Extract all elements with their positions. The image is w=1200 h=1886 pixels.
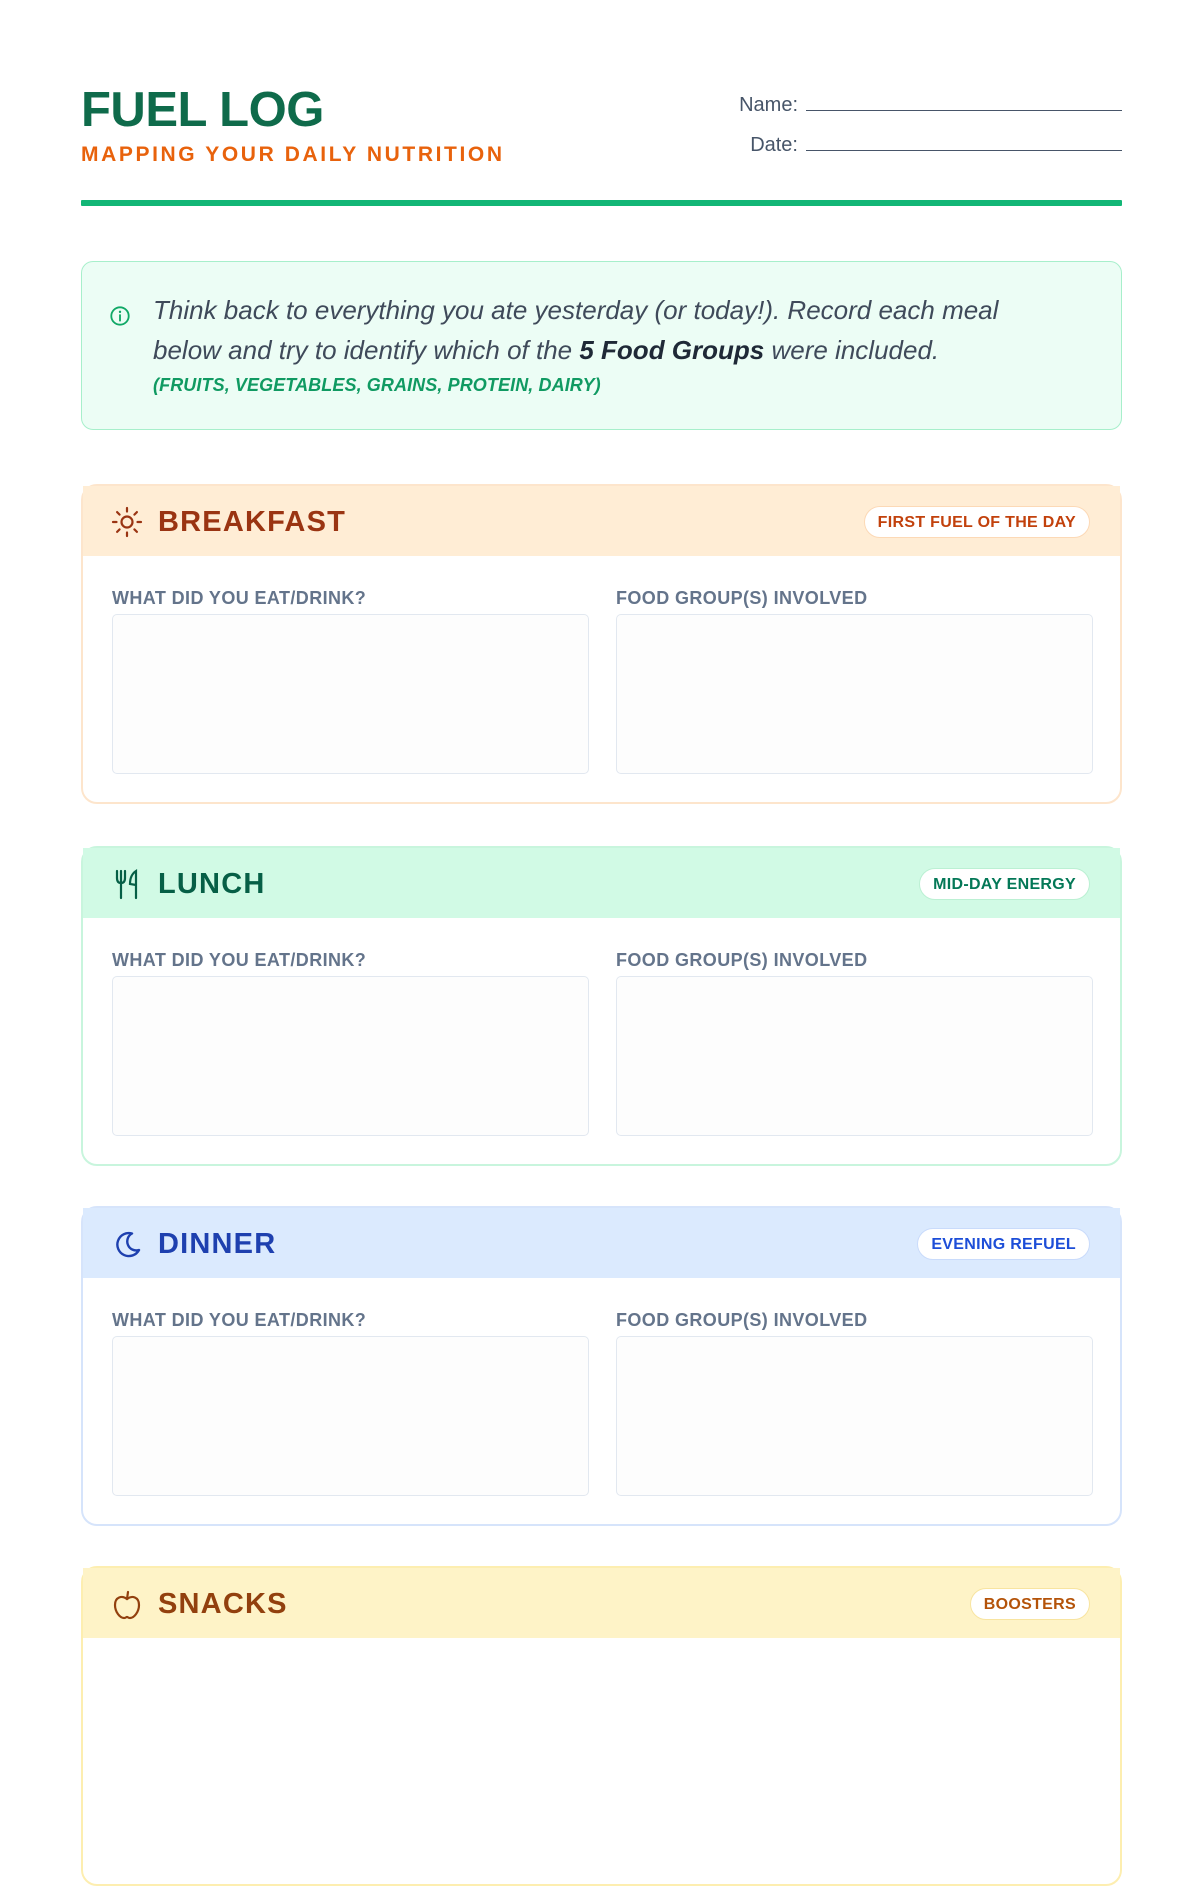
meal-title: LUNCH — [158, 868, 266, 900]
worksheet-page — [81, 0, 1122, 1620]
meal-card-snacks — [81, 1566, 1122, 1886]
instructions-text-start: Think back to everything you ate yesterday (or today!). Record each meal below and try to identify which of the — [153, 295, 999, 365]
food-groups-label: FOOD GROUP(S) INVOLVED — [616, 1310, 868, 1330]
meal-title: SNACKS — [158, 1588, 288, 1620]
meal-badge: BOOSTERS — [970, 1588, 1090, 1620]
info-circle-icon — [109, 305, 131, 327]
utensils-icon — [110, 867, 144, 901]
page-title: FUEL LOG — [81, 83, 324, 137]
name-write-line[interactable] — [806, 93, 1122, 111]
instructions-text-end: were included. — [764, 335, 940, 365]
meal-card-dinner — [81, 1206, 1122, 1526]
instructions-emphasis: 5 Food Groups — [579, 335, 765, 365]
eat-drink-label: WHAT DID YOU EAT/DRINK? — [112, 950, 367, 970]
eat-drink-input[interactable] — [112, 614, 589, 774]
eat-drink-label: WHAT DID YOU EAT/DRINK? — [112, 1310, 367, 1330]
food-groups-input[interactable] — [616, 614, 1093, 774]
food-groups-list: (FRUITS, VEGETABLES, GRAINS, PROTEIN, DAIRY) — [153, 375, 601, 395]
meal-card-header — [83, 486, 1120, 556]
moon-icon — [110, 1227, 144, 1261]
food-groups-label: FOOD GROUP(S) INVOLVED — [616, 588, 868, 608]
meal-title: BREAKFAST — [158, 506, 347, 538]
apple-icon — [110, 1587, 144, 1621]
eat-drink-input[interactable] — [112, 1336, 589, 1496]
meal-card-breakfast — [81, 484, 1122, 804]
header-divider — [81, 200, 1122, 206]
food-groups-input[interactable] — [616, 976, 1093, 1136]
meal-card-header — [83, 1208, 1120, 1278]
date-write-line[interactable] — [806, 133, 1122, 151]
food-groups-input[interactable] — [616, 1336, 1093, 1496]
name-label: Name: — [739, 94, 798, 116]
eat-drink-input[interactable] — [112, 976, 589, 1136]
meal-card-lunch — [81, 846, 1122, 1166]
meal-badge: FIRST FUEL OF THE DAY — [864, 506, 1090, 538]
date-field[interactable] — [722, 133, 1122, 157]
meal-badge: MID-DAY ENERGY — [919, 868, 1090, 900]
eat-drink-label: WHAT DID YOU EAT/DRINK? — [112, 588, 367, 608]
sun-icon — [110, 505, 144, 539]
instructions-box — [81, 261, 1122, 430]
page-subtitle: MAPPING YOUR DAILY NUTRITION — [81, 143, 505, 166]
food-groups-label: FOOD GROUP(S) INVOLVED — [616, 950, 868, 970]
meal-badge: EVENING REFUEL — [917, 1228, 1090, 1260]
meal-card-header — [83, 848, 1120, 918]
meal-card-header — [83, 1568, 1120, 1638]
name-field[interactable] — [722, 93, 1122, 117]
date-label: Date: — [750, 134, 798, 156]
instructions-text — [153, 290, 1073, 370]
meal-title: DINNER — [158, 1228, 277, 1260]
